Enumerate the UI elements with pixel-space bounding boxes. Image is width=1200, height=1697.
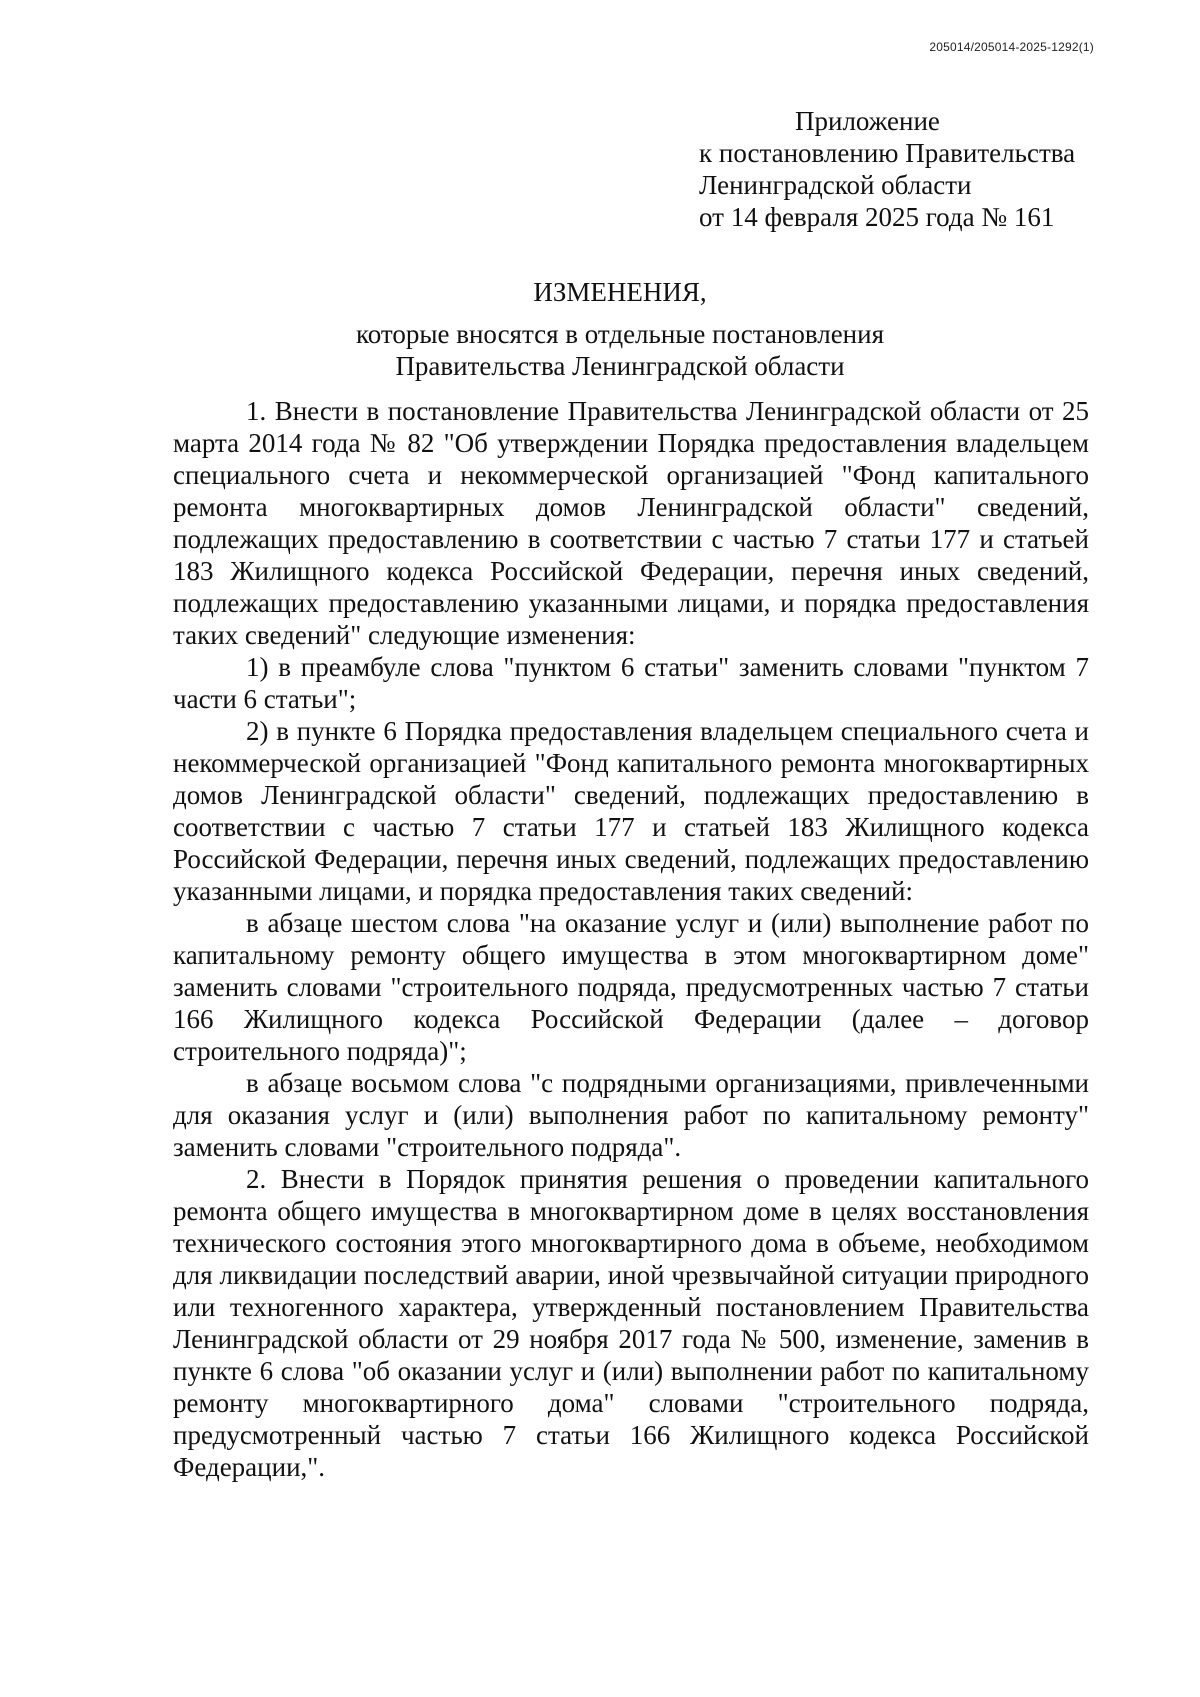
appendix-header	[699, 105, 1119, 233]
document-title: ИЗМЕНЕНИЯ,	[533, 277, 707, 307]
appendix-label: Приложение	[795, 106, 940, 136]
paragraph-abzac-6: в абзаце шестом слова "на оказание услуг и (или) выполнение работ по капитальному ремонту общего имущества в этом многоквартирном доме" заменить словами "строительного подряда, предусмотренных частью 7 статьи 166 Жилищного кодекса Российской Федерации (далее – договор строительного подряда)";	[173, 908, 1089, 1066]
appendix-date-number: от 14 февраля 2025 года № 161	[699, 202, 1055, 232]
appendix-resolution-line: к постановлению Правительства	[699, 138, 1076, 168]
document-subtitle-line-1: которые вносятся в отдельные постановления	[355, 319, 885, 349]
appendix-region-line: Ленинградской области	[699, 170, 972, 200]
document-subtitle-line-2: Правительства Ленинградской области	[395, 351, 845, 381]
paragraph-subitem-2: 2) в пункте 6 Порядка предоставления владельцем специального счета и некоммерческой организацией "Фонд капитального ремонта многоквартирных домов Ленинградской области" сведений, подлежащих предоставлению в соответствии с частью 7 статьи 177 и статьей 183 Жилищного кодекса Российской Федерации, перечня иных сведений, подлежащих предоставлению указанными лицами, и порядка предоставления таких сведений:	[173, 716, 1089, 906]
paragraph-item-1: 1. Внести в постановление Правительства Ленинградской области от 25 марта 2014 года № 82 "Об утверждении Порядка предоставления владельцем специального счета и некоммерческой организацией "Фонд капитального ремонта многоквартирных домов Ленинградской области" сведений, подлежащих предоставлению в соответствии с частью 7 статьи 177 и статьей 183 Жилищного кодекса Российской Федерации, перечня иных сведений, подлежащих предоставлению указанными лицами, и порядка предоставления таких сведений" следующие изменения:	[173, 396, 1089, 650]
paragraph-subitem-1: 1) в преамбуле слова "пунктом 6 статьи" заменить словами "пунктом 7 части 6 статьи";	[173, 652, 1089, 714]
paragraph-item-2: 2. Внести в Порядок принятия решения о проведении капитального ремонта общего имущества в многоквартирном доме в целях восстановления технического состояния этого многоквартирного дома в объеме, необходимом для ликвидации последствий аварии, иной чрезвычайной ситуации природного или техногенного характера, утвержденный постановлением Правительства Ленинградской области от 29 ноября 2017 года № 500, изменение, заменив в пункте 6 слова "об оказании услуг и (или) выполнении работ по капитальному ремонту многоквартирного дома" словами "строительного подряда, предусмотренный частью 7 статьи 166 Жилищного кодекса Российской Федерации,".	[173, 1164, 1089, 1482]
document-body	[173, 395, 1089, 1483]
document-title-block	[170, 276, 1070, 382]
document-id: 205014/205014-2025-1292(1)	[929, 40, 1094, 54]
paragraph-abzac-8: в абзаце восьмом слова "с подрядными организациями, привлеченными для оказания услуг и (или) выполнения работ по капитальному ремонту" заменить словами "строительного подряда".	[173, 1068, 1089, 1162]
